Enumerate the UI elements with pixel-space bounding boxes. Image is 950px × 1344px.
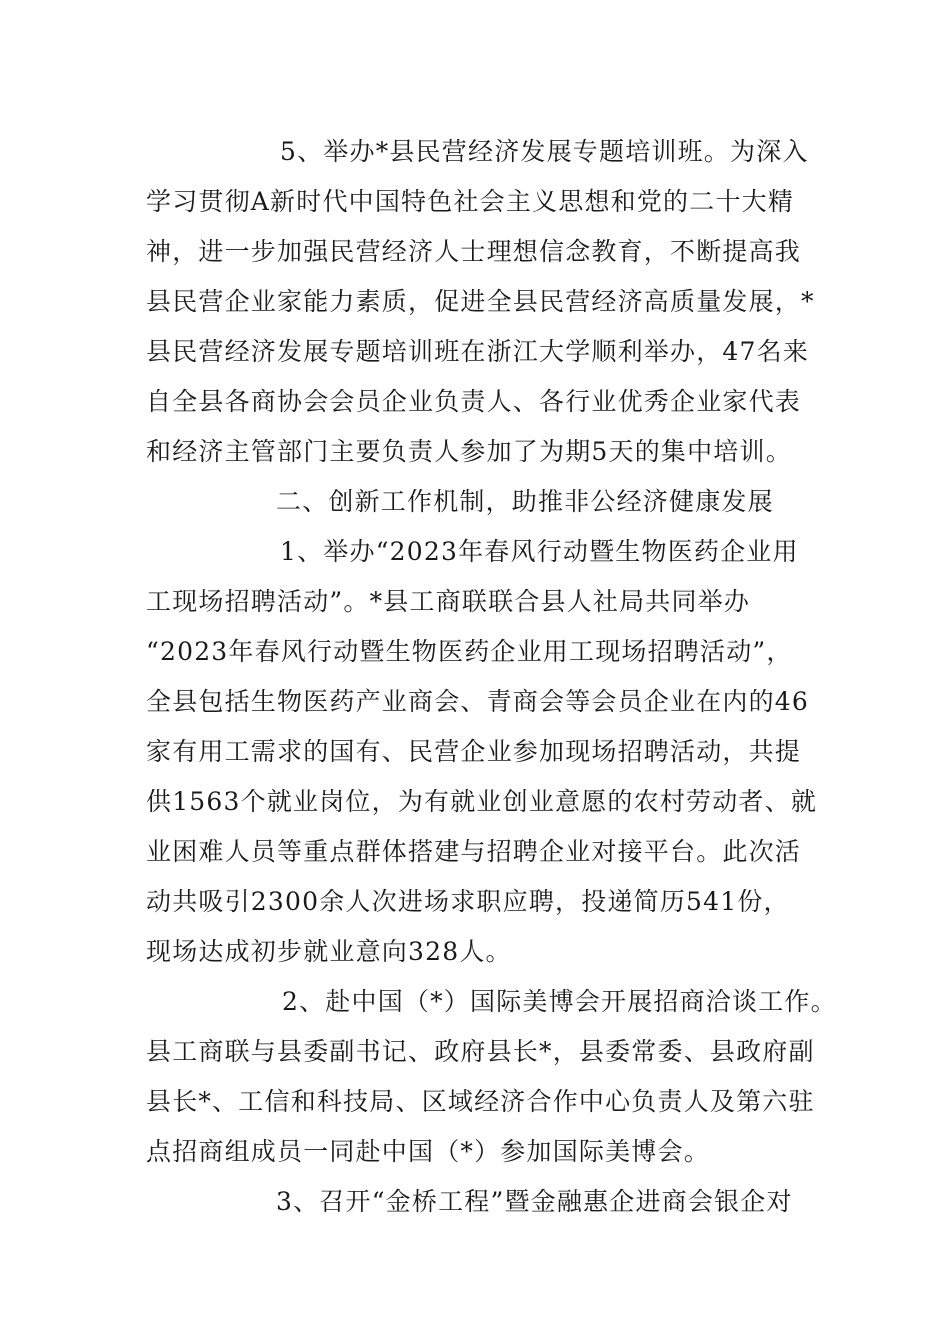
text-line: 动共吸引2300余人次进场求职应聘，投递简历541份， bbox=[146, 887, 790, 916]
text-line: 县长*、工信和科技局、区域经济合作中心负责人及第六驻 bbox=[146, 1087, 815, 1116]
paragraph-item-1 bbox=[146, 527, 816, 977]
text-line: 5、举办*县民营经济发展专题培训班。为深入 bbox=[280, 137, 809, 166]
paragraph-item-2 bbox=[146, 977, 837, 1177]
paragraph-section-5 bbox=[146, 127, 816, 477]
text-line: 神，进一步加强民营经济人士理想信念教育，不断提高我 bbox=[146, 237, 802, 266]
text-line: 学习贯彻A新时代中国特色社会主义思想和党的二十大精 bbox=[146, 187, 795, 216]
section-heading-2: 二、创新工作机制，助推非公经济健康发展 bbox=[276, 487, 774, 516]
text-line: 业困难人员等重点群体搭建与招聘企业对接平台。此次活 bbox=[146, 837, 802, 866]
text-line: 现场达成初步就业意向328人。 bbox=[146, 937, 512, 966]
text-line: 2、赴中国（*）国际美博会开展招商洽谈工作。 bbox=[282, 987, 837, 1016]
text-line: “2023年春风行动暨生物医药企业用工现场招聘活动”， bbox=[146, 637, 793, 666]
text-line: 工现场招聘活动”。*县工商联联合县人社局共同举办 bbox=[146, 587, 751, 616]
text-line: 和经济主管部门主要负责人参加了为期5天的集中培训。 bbox=[146, 437, 792, 466]
text-line: 家有用工需求的国有、民营企业参加现场招聘活动，共提 bbox=[146, 737, 802, 766]
text-line: 县民营企业家能力素质，促进全县民营经济高质量发展，* bbox=[146, 287, 815, 316]
text-line: 县民营经济发展专题培训班在浙江大学顺利举办，47名来 bbox=[146, 337, 810, 366]
text-line: 县工商联与县委副书记、政府县长*，县委常委、县政府副 bbox=[146, 1037, 815, 1066]
text-line: 3、召开“金桥工程”暨金融惠企进商会银企对 bbox=[276, 1187, 793, 1216]
text-line: 1、举办“2023年春风行动暨生物医药企业用 bbox=[280, 537, 799, 566]
text-line: 点招商组成员一同赴中国（*）参加国际美博会。 bbox=[146, 1137, 710, 1166]
text-line: 自全县各商协会会员企业负责人、各行业优秀企业家代表 bbox=[146, 387, 802, 416]
text-line: 供1563个就业岗位，为有就业创业意愿的农村劳动者、就 bbox=[146, 787, 818, 816]
text-line: 全县包括生物医药产业商会、青商会等会员企业在内的46 bbox=[146, 687, 810, 716]
document-body bbox=[146, 127, 837, 1227]
paragraph-item-3 bbox=[146, 1177, 816, 1227]
